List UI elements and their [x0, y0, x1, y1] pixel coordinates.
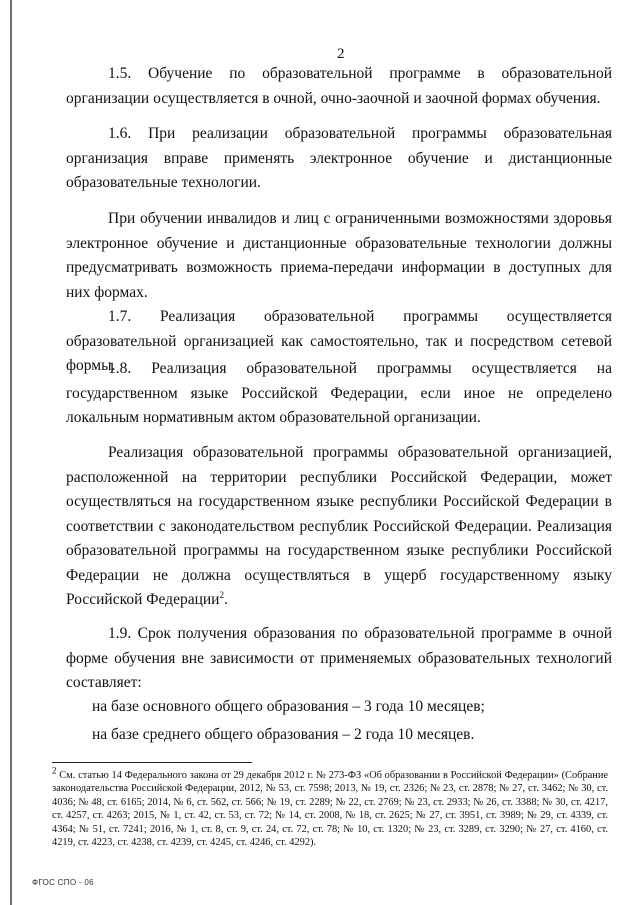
footnote — [52, 765, 608, 849]
paragraph-republic-text: Реализация образовательной программы образовательной организацией, расположенной на территории республики Российской Федерации, может осуществляться на государственном языке республики Российской Федерации в соответствии с законодательством республик Российской Федерации. Реализация образовательной программы на государственном языке республики Российской Федерации не должна осуществляться в ущерб государственному языку Российской Федерации — [66, 444, 612, 608]
paragraph-1-8: 1.8. Реализация образовательной программы осуществляется на государственном языке Российской Федерации, если иное не определено локальным нормативным актом образовательной организации. — [66, 360, 612, 426]
paragraph-republic-end: . — [223, 591, 228, 608]
paragraph-1-5: 1.5. Обучение по образовательной программе в образовательной организации осуществляется в очной, очно-заочной и заочной формах обучения. — [66, 65, 612, 107]
footnote-divider — [52, 762, 252, 763]
paragraph-1-9: 1.9. Срок получения образования по образовательной программе в очной форме обучения вне зависимости от применяемых образовательных технологий составляет: — [66, 625, 612, 691]
paragraph-disabled-learners: При обучении инвалидов и лиц с ограниченными возможностями здоровья электронное обучение и дистанционные образовательные технологии должны предусматривать возможность приема-передачи информации в доступных для них формах. — [66, 210, 612, 301]
page-number: 2 — [337, 46, 345, 62]
paragraph-1-7: 1.7. Реализация образовательной программы осуществляется образовательной организацией как самостоятельно, так и посредством сетевой формы. — [66, 308, 612, 374]
document-code: ФГОС СПО - 06 — [32, 878, 94, 887]
paragraph-1-6: 1.6. При реализации образовательной программы образовательная организация вправе применять электронное обучение и дистанционные образовательные технологии. — [66, 125, 612, 191]
footnote-text: См. статью 14 Федерального закона от 29 декабря 2012 г. № 273-ФЗ «Об образовании в Российской Федерации» (Собрание законодательства Российской Федерации, 2012, № 53, ст. 7598; 2013, № 19, ст. 2326; № 23, ст. 2878; № 27, ст. 3462; № 30, ст. 4036; № 48, ст. 6165; 2014, № 6, ст. 562, ст. 566; № 19, ст. 2289; № 22, ст. 2769; № 23, ст. 2933; № 26, ст. 3388; № 30, ст. 4217, ст. 4257, ст. 4263; 2015, № 1, ст. 42, ст. 53, ст. 72; № 14, ст. 2008, № 18, ст. 2625; № 27, ст. 3951, ст. 3989; № 29, ст. 4339, ст. 4364; № 51, ст. 7241; 2016, № 1, ст. 8, ст. 9, ст. 24, ст. 72, ст. 78; № 10, ст. 1320; № 23, ст. 3289, ст. 3290; № 27, ст. 4160, ст. 4219, ст. 4223, ст. 4238, ст. 4239, ст. 4245, ст. 4246, ст. 4292). — [52, 770, 608, 849]
paragraph-republic-language — [66, 441, 612, 613]
footnote-mark: 2 — [52, 765, 57, 776]
footnote-reference: 2 — [219, 589, 224, 600]
scan-page-edge — [10, 0, 12, 905]
duration-item-basic: на базе основного общего образования – 3 года 10 месяцев; — [92, 698, 485, 715]
duration-item-secondary: на базе среднего общего образования – 2 года 10 месяцев. — [92, 726, 475, 743]
